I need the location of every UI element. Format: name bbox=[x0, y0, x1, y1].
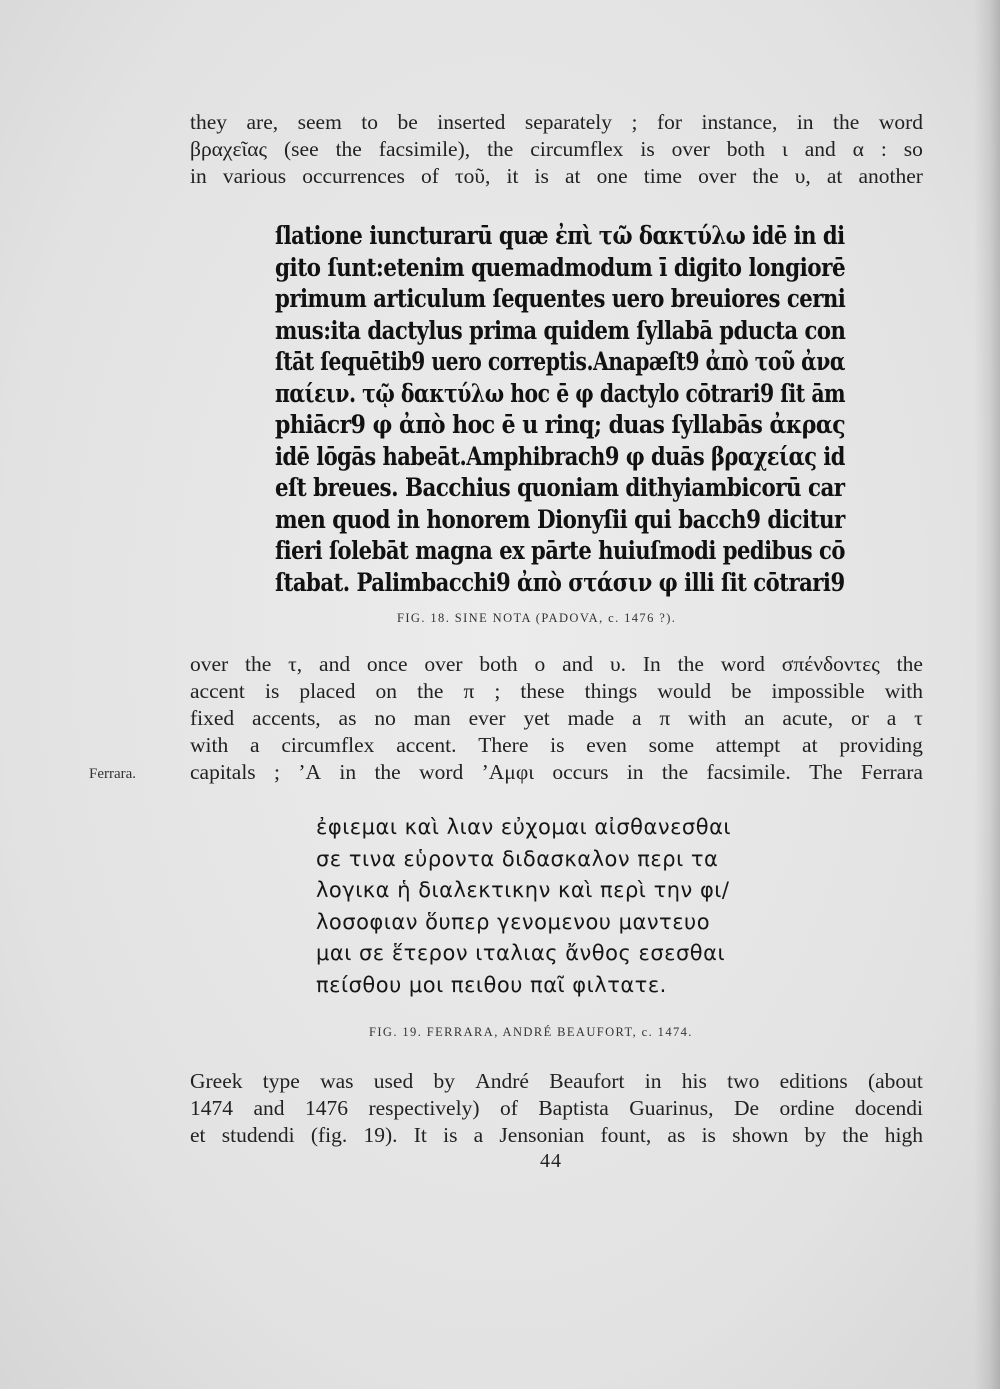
text-line: Greek type was used by André Beaufort in his two editions (about bbox=[190, 1069, 923, 1093]
text-line: with a circumflex accent. There is even some attempt at providing bbox=[190, 733, 923, 757]
facsimile-line: eſt breues. Bacchius quoniam dithyiambicorū car bbox=[275, 473, 845, 502]
facsimile-line: fieri ſolebāt magna ex pārte huiuſmodi pedibus cō bbox=[275, 536, 845, 565]
figure-18-caption: FIG. 18. SINE NOTA (PADOVA, c. 1476 ?). bbox=[397, 611, 677, 625]
text-line: over the τ, and once over both ο and υ. In the word σπένδοντες the bbox=[190, 652, 923, 676]
facsimile-line: phiācr9 φ ἀπὸ hoc ē u rinq; duas ſyllabās ἀκρας bbox=[275, 410, 846, 439]
text-line: βραχεῖας (see the facsimile), the circumflex is over both ι and α : so bbox=[190, 137, 923, 161]
facsimile-line: λογικα ἡ διαλεκτικην καὶ περὶ την φι/ bbox=[316, 878, 730, 902]
facsimile-line: ἐφιεμαι καὶ λιαν εὐχομαι αἰσθανεσθαι bbox=[316, 815, 732, 839]
figure-19-caption: FIG. 19. FERRARA, ANDRÉ BEAUFORT, c. 1474. bbox=[369, 1025, 693, 1039]
facsimile-line: μαι σε ἕτερον ιταλιας ἄνθος εσεσθαι bbox=[316, 941, 726, 965]
figure-19-facsimile bbox=[316, 812, 796, 1001]
paragraph-middle bbox=[190, 651, 923, 786]
text-line: accent is placed on the π ; these things would be impossible with bbox=[190, 679, 923, 703]
text-line: 1474 and 1476 respectively) of Baptista Guarinus, De ordine docendi bbox=[190, 1096, 923, 1120]
facsimile-line: primum articulum ſequentes uero breuiores cerni bbox=[275, 284, 846, 313]
page-number: 44 bbox=[540, 1150, 562, 1172]
facsimile-line: mus:ita dactylus prima quidem ſyllabā pducta con bbox=[275, 315, 846, 345]
text-line: they are, seem to be inserted separately ; for instance, in the word bbox=[190, 110, 923, 134]
page-edge-shadow bbox=[974, 0, 1000, 1389]
paragraph-top bbox=[190, 109, 923, 190]
paragraph-bottom bbox=[190, 1068, 923, 1149]
facsimile-line: ſlatione iuncturarū quæ ἐπὶ τῶ δακτύλω idē in di bbox=[275, 221, 845, 250]
text-line: et studendi (fig. 19). It is a Jensonian fount, as is shown by the high bbox=[190, 1123, 923, 1147]
text-line: capitals ; ʼA in the word ʼΑμφι occurs in the facsimile. The Ferrara bbox=[190, 760, 923, 784]
facsimile-line: ſtāt ſequētib9 uero correptis.Anapæſt9 ἀπὸ τοῦ ἀνα bbox=[275, 347, 845, 376]
facsimile-line: πείσθου μοι πειθου παῖ φιλτατε. bbox=[316, 972, 667, 997]
margin-note: Ferrara. bbox=[89, 766, 137, 782]
facsimile-line: men quod in honorem Dionyſii qui bacch9 dicitur bbox=[275, 504, 845, 534]
figure-18-facsimile bbox=[275, 220, 845, 598]
facsimile-line: idē lōgās habeāt.Amphibrach9 φ duās βραχείας id bbox=[275, 441, 845, 471]
facsimile-line: gito ſunt:etenim quemadmodum ī digito longiorē bbox=[275, 252, 846, 282]
facsimile-line: ſtabat. Palimbacchi9 ἀπὸ στάσιν φ illi ſit cōtrari9 bbox=[275, 567, 845, 597]
facsimile-line: λοσοφιαν ὅυπερ γενομενου μαντευο bbox=[316, 909, 711, 934]
facsimile-line: σε τινα εὑροντα διδασκαλον περι τα bbox=[316, 846, 719, 871]
text-line: in various occurrences of τοῦ, it is at one time over the υ, at another bbox=[190, 164, 923, 188]
text-line: fixed accents, as no man ever yet made a π with an acute, or a τ bbox=[190, 706, 923, 730]
facsimile-line: παίειν. τῷ δακτύλω hoc ē φ dactylo cōtrari9 ſit ām bbox=[275, 378, 846, 408]
